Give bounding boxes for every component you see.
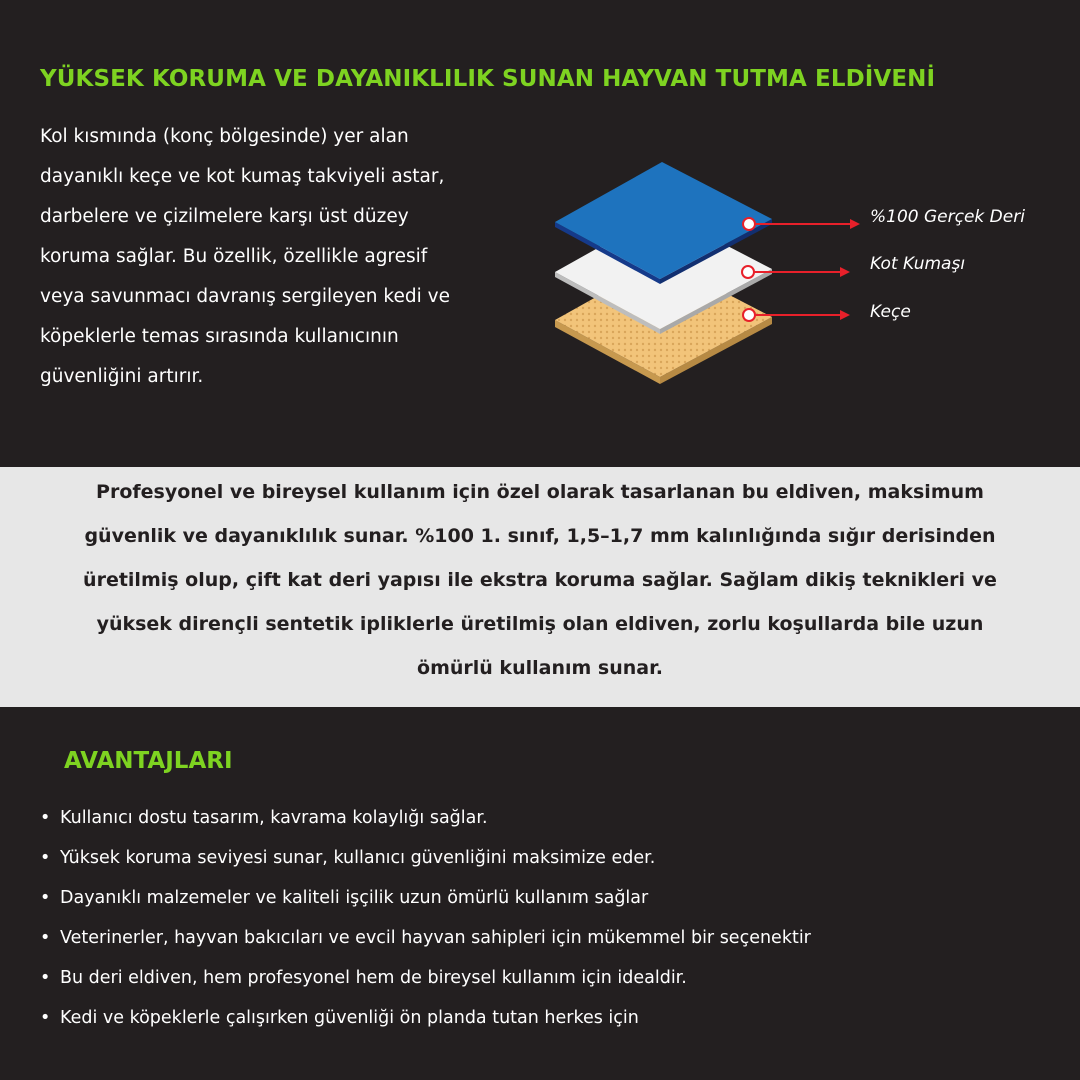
advantage-text: Kullanıcı dostu tasarım, kavrama kolaylığı sağlar. (60, 808, 488, 828)
bullet-icon: • (40, 1008, 51, 1028)
layer-label-leather: %100 Gerçek Deri (870, 207, 1025, 227)
list-item (40, 998, 1050, 1038)
bullet-icon: • (40, 808, 51, 828)
intro-paragraph (40, 117, 530, 397)
advantage-text: Yüksek koruma seviyesi sunar, kullanıcı güvenliğini maksimize eder. (60, 848, 656, 868)
layer-label-felt: Keçe (870, 302, 911, 322)
advantage-text: Veterinerler, hayvan bakıcıları ve evcil hayvan sahipleri için mükemmel bir seçenektir (60, 928, 811, 948)
advantage-text: Dayanıklı malzemeler ve kaliteli işçilik uzun ömürlü kullanım sağlar (60, 888, 649, 908)
layers-illustration (550, 155, 1050, 390)
advantage-text: Kedi ve köpeklerle çalışırken güvenliği ön planda tutan herkes için (60, 1008, 639, 1028)
description-line: yüksek dirençli sentetik ipliklerle üretilmiş olan eldiven, zorlu koşullarda bile uzun (96, 613, 984, 635)
intro-line: dayanıklı keçe ve kot kumaş takviyeli astar, (40, 166, 445, 187)
advantages-title: AVANTAJLARI (64, 748, 233, 774)
bullet-icon: • (40, 848, 51, 868)
intro-line: güvenliğini artırır. (40, 366, 204, 387)
list-item (40, 838, 1050, 878)
intro-line: veya savunmacı davranış sergileyen kedi ve (40, 286, 450, 307)
intro-line: koruma sağlar. Bu özellik, özellikle agresif (40, 246, 428, 267)
list-item (40, 798, 1050, 838)
description-text (40, 470, 1040, 690)
description-line: üretilmiş olup, çift kat deri yapısı ile ekstra koruma sağlar. Sağlam dikiş teknikleri ve (83, 569, 997, 591)
list-item (40, 878, 1050, 918)
description-line: güvenlik ve dayanıklılık sunar. %100 1. sınıf, 1,5–1,7 mm kalınlığında sığır derisinden (84, 525, 996, 547)
bullet-icon: • (40, 928, 51, 948)
bullet-icon: • (40, 968, 51, 988)
advantage-text: Bu deri eldiven, hem profesyonel hem de bireysel kullanım için idealdir. (60, 968, 687, 988)
advantages-list (40, 798, 1050, 1038)
description-line: ömürlü kullanım sunar. (417, 657, 663, 679)
bullet-icon: • (40, 888, 51, 908)
list-item (40, 918, 1050, 958)
intro-line: Kol kısmında (konç bölgesinde) yer alan (40, 126, 409, 147)
list-item (40, 958, 1050, 998)
page-title: YÜKSEK KORUMA VE DAYANIKLILIK SUNAN HAYVAN TUTMA ELDİVENİ (40, 66, 936, 92)
material-layers-diagram (550, 155, 1050, 394)
intro-line: köpeklerle temas sırasında kullanıcının (40, 326, 399, 347)
intro-line: darbelere ve çizilmelere karşı üst düzey (40, 206, 409, 227)
description-line: Profesyonel ve bireysel kullanım için özel olarak tasarlanan bu eldiven, maksimum (96, 481, 984, 503)
layer-label-denim: Kot Kumaşı (870, 254, 966, 274)
